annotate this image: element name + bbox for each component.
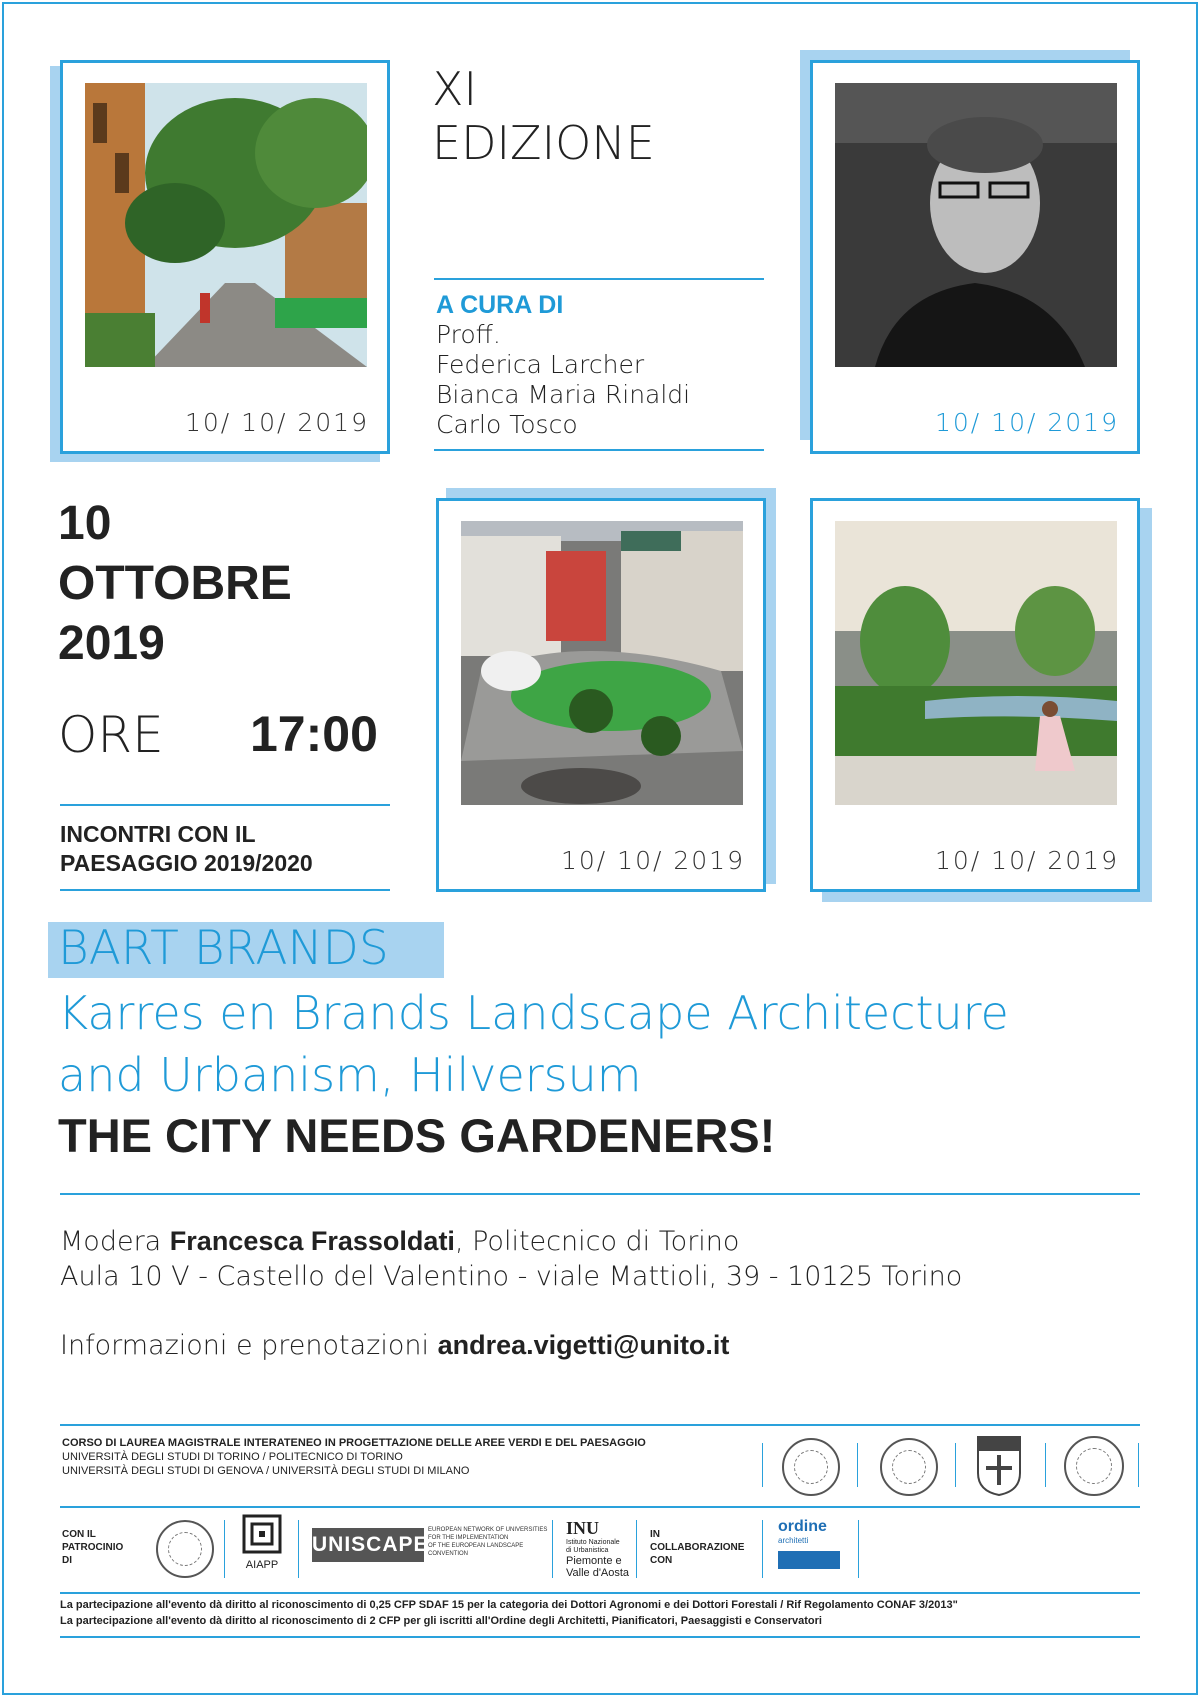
photo-date: 10/ 10/ 2019 — [185, 408, 369, 437]
uniscape-desc-line: EUROPEAN NETWORK OF UNIVERSITIES — [428, 1527, 548, 1533]
moderator-line — [60, 1226, 739, 1257]
square-photo — [461, 521, 743, 805]
footer-rule-4 — [60, 1636, 1140, 1638]
divider — [857, 1443, 858, 1487]
event-year: 2019 — [58, 617, 165, 670]
series-title — [60, 820, 313, 878]
divider — [552, 1520, 553, 1578]
speaker-affiliation-line-1: Karres en Brands Landscape Architecture — [58, 986, 1009, 1040]
uniscape-logo: UNISCAPE — [312, 1528, 424, 1562]
photo-date: 10/ 10/ 2019 — [935, 846, 1119, 875]
ordine-label: ordine — [778, 1518, 827, 1535]
series-top-rule — [60, 804, 390, 806]
divider — [762, 1443, 763, 1487]
aiapp-mark-icon — [242, 1514, 282, 1554]
edition-line-1: XI — [432, 62, 478, 116]
event-date — [58, 494, 292, 674]
details-rule — [60, 1193, 1140, 1195]
talk-title: THE CITY NEEDS GARDENERS! — [58, 1109, 776, 1162]
info-prefix: Informazioni e prenotazioni — [60, 1330, 438, 1361]
divider — [858, 1520, 859, 1578]
inu-desc-line: Piemonte e — [566, 1555, 622, 1567]
photo-date: 10/ 10/ 2019 — [935, 408, 1119, 437]
agronomi-seal — [156, 1520, 214, 1578]
divider — [762, 1520, 763, 1578]
curators-bottom-rule — [434, 449, 764, 451]
river-photo — [835, 521, 1117, 805]
course-line-3: UNIVERSITÀ DEGLI STUDI DI GENOVA / UNIVERSITÀ DEGLI STUDI DI MILANO — [62, 1465, 470, 1477]
ordine-bar — [778, 1551, 840, 1569]
time-label: ORE — [58, 706, 164, 764]
course-line-2: UNIVERSITÀ DEGLI STUDI DI TORINO / POLITECNICO DI TORINO — [62, 1451, 403, 1463]
edition-line-2: EDIZIONE — [432, 116, 655, 170]
collab-line: CON — [650, 1555, 673, 1566]
moderator-name: Francesca Frassoldati — [169, 1226, 455, 1256]
milano-seal — [1064, 1436, 1124, 1496]
patronage-label — [62, 1528, 123, 1567]
photo-card-portrait — [810, 60, 1140, 454]
collaboration-label — [650, 1528, 744, 1567]
inu-label: INU — [566, 1518, 600, 1538]
series-bottom-rule — [60, 889, 390, 891]
series-line-2: PAESAGGIO 2019/2020 — [60, 850, 313, 876]
inu-desc-line: di Urbanistica — [566, 1547, 609, 1554]
speaker-portrait — [835, 83, 1117, 367]
politecnico-seal — [880, 1438, 938, 1496]
course-line-1: CORSO DI LAUREA MAGISTRALE INTERATENEO IN PROGETTAZIONE DELLE AREE VERDI E DEL PAESAGGIO — [62, 1437, 646, 1449]
speaker-affiliation — [58, 982, 1009, 1106]
uniscape-desc-line: FOR THE IMPLEMENTATION — [428, 1535, 509, 1541]
aiapp-logo — [238, 1514, 286, 1578]
moderator-prefix: Modera — [60, 1226, 170, 1257]
event-time: 17:00 — [250, 706, 378, 762]
divider — [1138, 1443, 1139, 1487]
info-line — [60, 1330, 729, 1361]
venue-line: Aula 10 V - Castello del Valentino - viale Mattioli, 39 - 10125 Torino — [60, 1261, 963, 1292]
aiapp-label: AIAPP — [245, 1559, 279, 1571]
collab-line: IN — [650, 1529, 660, 1540]
photo-card-square — [436, 498, 766, 892]
patronage-line: PATROCINIO — [62, 1542, 124, 1553]
ordine-desc: architetti — [778, 1536, 809, 1545]
inu-desc-line: Valle d'Aosta — [566, 1567, 630, 1579]
patronage-line: CON IL — [62, 1529, 96, 1540]
divider — [1045, 1443, 1046, 1487]
inu-logo — [566, 1518, 629, 1579]
divider — [224, 1520, 225, 1578]
cfp-line-1: La partecipazione all'evento dà diritto al riconoscimento di 0,25 CFP SDAF 15 per la categoria dei Dottori Agronomi e dei Dottori Forestali / Rif Regolamento CONAF 3/2013" — [60, 1599, 958, 1611]
uniscape-description — [428, 1526, 547, 1558]
footer-rule-3 — [60, 1592, 1140, 1594]
event-day: 10 — [58, 497, 112, 550]
edition-title — [432, 62, 655, 170]
divider — [298, 1520, 299, 1578]
moderator-suffix: , Politecnico di Torino — [454, 1226, 740, 1257]
speaker-name: BART BRANDS — [58, 921, 389, 976]
patronage-line: DI — [62, 1555, 72, 1566]
series-line-1: INCONTRI CON IL — [60, 821, 256, 847]
cfp-notes — [60, 1597, 958, 1629]
curators-block — [436, 290, 690, 440]
curators-label: A CURA DI — [436, 291, 564, 319]
divider — [636, 1520, 637, 1578]
inu-desc-line: Istituto Nazionale — [566, 1539, 620, 1546]
photo-card-street — [60, 60, 390, 454]
curators-title: Proff. — [436, 320, 501, 349]
genova-shield — [976, 1435, 1022, 1497]
speaker-affiliation-line-2: and Urbanism, Hilversum — [58, 1048, 642, 1102]
event-month: OTTOBRE — [58, 557, 292, 610]
photo-date: 10/ 10/ 2019 — [561, 846, 745, 875]
uniscape-desc-line: OF THE EUROPEAN LANDSCAPE — [428, 1543, 524, 1549]
info-email[interactable]: andrea.vigetti@unito.it — [437, 1330, 730, 1360]
ordine-logo — [778, 1518, 848, 1569]
footer-rule-1 — [60, 1424, 1140, 1426]
footer-rule-2 — [60, 1506, 1140, 1508]
collab-line: COLLABORAZIONE — [650, 1542, 745, 1553]
course-block — [62, 1436, 646, 1478]
cfp-line-2: La partecipazione all'evento dà diritto al riconoscimento di 2 CFP per gli iscritti all'Ordine degli Architetti, Pianificatori, Paesaggisti e Conservatori — [60, 1615, 822, 1627]
curators-top-rule — [434, 278, 764, 280]
curator-name: Carlo Tosco — [436, 410, 578, 439]
divider — [955, 1443, 956, 1487]
curator-name: Federica Larcher — [436, 350, 645, 379]
photo-card-river — [810, 498, 1140, 892]
university-seal-torino — [782, 1438, 840, 1496]
street-photo — [85, 83, 367, 367]
curator-name: Bianca Maria Rinaldi — [436, 380, 691, 409]
uniscape-desc-line: CONVENTION — [428, 1551, 469, 1557]
